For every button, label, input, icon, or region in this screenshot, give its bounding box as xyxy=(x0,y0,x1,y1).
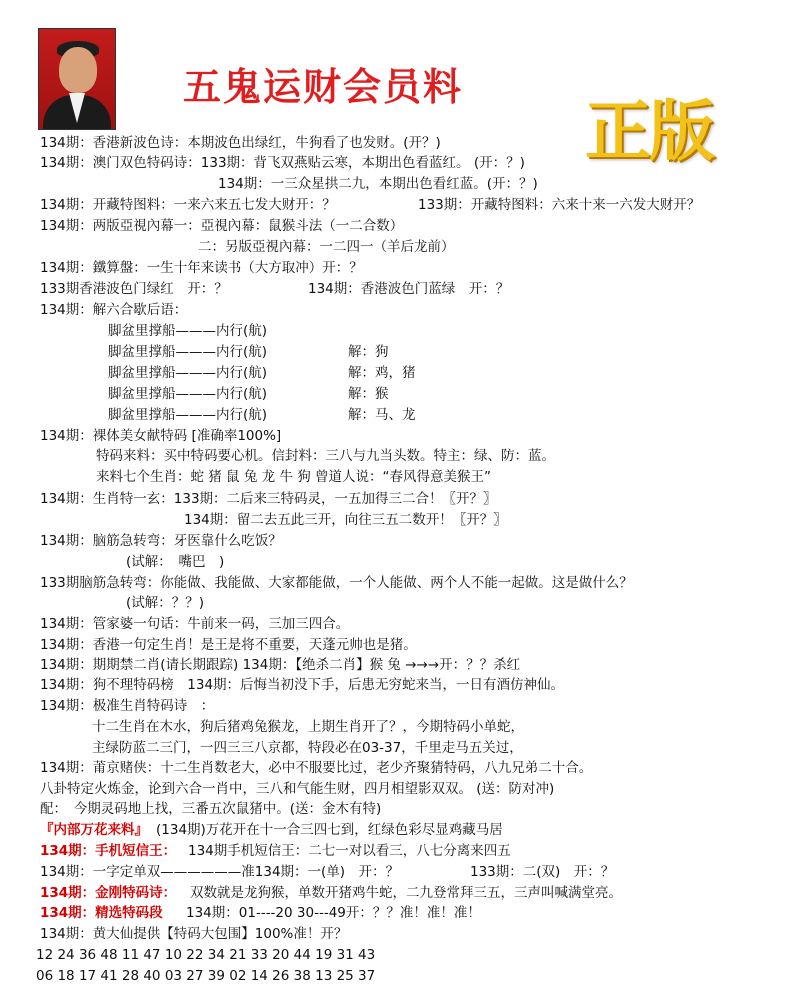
text-line: 『内部万花来料』 xyxy=(40,822,148,838)
text-line: 134期：一字定单双——————准134期：一(单) 开：？ xyxy=(40,864,400,880)
text-line: 134期：留二去五此三开，向往三五二数开！〖开？〗 xyxy=(184,512,507,528)
text-line: 脚盆里撑船———内行(航) xyxy=(108,365,268,381)
text-line: 134期：两版亞視內幕一：亞視內幕：鼠猴斗法（一二合数） xyxy=(40,218,404,234)
text-line: 解：鸡，猪 xyxy=(348,365,416,381)
text-line: 133期：开藏特图料：六来十来一六发大财开？ xyxy=(418,197,701,213)
text-line: 133期香港波色门绿红 开：？ xyxy=(40,281,228,297)
text-line: 脚盆里撑船———内行(航) xyxy=(108,386,268,402)
text-line: 双数就是龙狗猴，单数开猪鸡牛蛇，二九登常拜三五，三声叫喊满堂亮。 xyxy=(190,885,622,901)
text-line: 解：狗 xyxy=(348,344,389,360)
text-line: 06 18 17 41 28 40 03 27 39 02 14 26 38 13 25 37 xyxy=(36,968,376,984)
text-line: 134期：香港一句定生肖！是王是将不重要，天蓬元帅也是猪。 xyxy=(40,637,417,653)
text-line: 134期：解六合歇后语： xyxy=(40,302,188,318)
text-line: (134期)万花开在十一合三四七到，红绿色彩尽显鸡藏马居 xyxy=(156,822,503,838)
text-line: (试解： 嘴巴 ) xyxy=(126,554,225,570)
text-line: 133期脑筋急转弯：你能做、我能做、大家都能做，一个人能做、两个人不能一起做。这是做什么？ xyxy=(40,575,633,591)
text-line: 134期：极准生肖特码诗 ： xyxy=(40,698,215,714)
text-line: 解：马、龙 xyxy=(348,407,416,423)
text-line: 133期：二(双) 开：？ xyxy=(470,864,615,880)
text-line: 134期：开藏特图料：一来六来五七发大财开：？ xyxy=(40,197,336,213)
text-line: 134期：鐵算盤：一生十年来读书（大方取冲）开：？ xyxy=(40,260,363,276)
text-line: 12 24 36 48 11 47 10 22 34 21 33 20 44 19 31 43 xyxy=(36,947,376,963)
text-line: 脚盆里撑船———内行(航) xyxy=(108,407,268,423)
text-line: 134期手机短信王：二七一对以看三，八七分离来四五 xyxy=(188,843,511,859)
text-line: 134期：01----20 30---49开：？？准！准！准！ xyxy=(186,905,481,921)
text-line: 主绿防蓝二三门，一四三三八京都，特段必在03-37，千里走马五关过， xyxy=(92,740,523,756)
text-line: 二：另版亞視內幕：一二四一（羊后龙前） xyxy=(198,239,455,255)
text-line: 134期：生肖特一玄：133期：二后来三特码灵，一五加得三二合！〖开？〗 xyxy=(40,491,497,507)
text-line: 配： 今期灵码地上找，三番五次鼠猪中。(送：金木有特) xyxy=(40,801,382,817)
text-line: 134期：期期禁二肖(请长期跟踪) 134期：【绝杀二肖】猴 兔 →→→开：？？杀红 xyxy=(40,657,521,673)
text-line: 解：猴 xyxy=(348,386,389,402)
text-line: 134期：裸体美女献特码 [准确率100%] xyxy=(40,428,282,444)
text-line: 脚盆里撑船———内行(航) xyxy=(108,344,268,360)
text-line: 134期：金刚特码诗： xyxy=(40,885,177,901)
text-line: 134期：黄大仙提供【特码大包围】100%准！开？ xyxy=(40,926,348,942)
text-line: 134期：香港新波色诗：本期波色出绿红，牛狗看了也发财。(开？) xyxy=(40,135,441,151)
text-line: 134期：手机短信王： xyxy=(40,843,177,859)
text-line: 134期：狗不理特码榜 134期：后悔当初没下手，后患无穷蛇来当，一日有酒仿神仙。 xyxy=(40,677,565,693)
text-line: 134期：澳门双色特码诗：133期：背飞双燕贴云寒，本期出色看蓝红。 (开：？) xyxy=(40,155,525,171)
text-line: 134期：一三众星拱二九，本期出色看红蓝。(开：？) xyxy=(218,176,538,192)
text-line: 134期：管家婆一句话：牛前来一码，三加三四合。 xyxy=(40,616,350,632)
authentic-stamp: 正版 xyxy=(585,92,713,170)
page-title: 五鬼运财会员料 xyxy=(183,64,464,109)
text-line: (试解：？？) xyxy=(126,595,205,611)
text-line: 八卦特定火炼金，论到六合一肖中，三八和气能生财，四月相望影双双。 (送：防对冲) xyxy=(40,781,555,797)
text-line: 十二生肖在木水，狗后猪鸡兔猴龙，上期生肖开了？，今期特码小单蛇， xyxy=(92,719,524,735)
text-line: 来料七个生肖：蛇 猪 鼠 兔 龙 牛 狗 曾道人说：“春风得意美猴王” xyxy=(96,469,492,485)
text-line: 134期：脑筋急转弯：牙医靠什么吃饭？ xyxy=(40,533,282,549)
text-line: 特码来料：买中特码要心机。信封料：三八与九当头数。特主：绿、防：蓝。 xyxy=(96,448,555,464)
text-line: 脚盆里撑船———内行(航) xyxy=(108,323,268,339)
text-line: 134期：莆京赌侠：十二生肖数老大，必中不服要比过，老少齐聚猜特码，八九兄弟二十合。 xyxy=(40,760,593,776)
text-line: 134期：精选特码段 xyxy=(40,905,163,921)
text-line: 134期：香港波色门蓝绿 开：？ xyxy=(308,281,510,297)
